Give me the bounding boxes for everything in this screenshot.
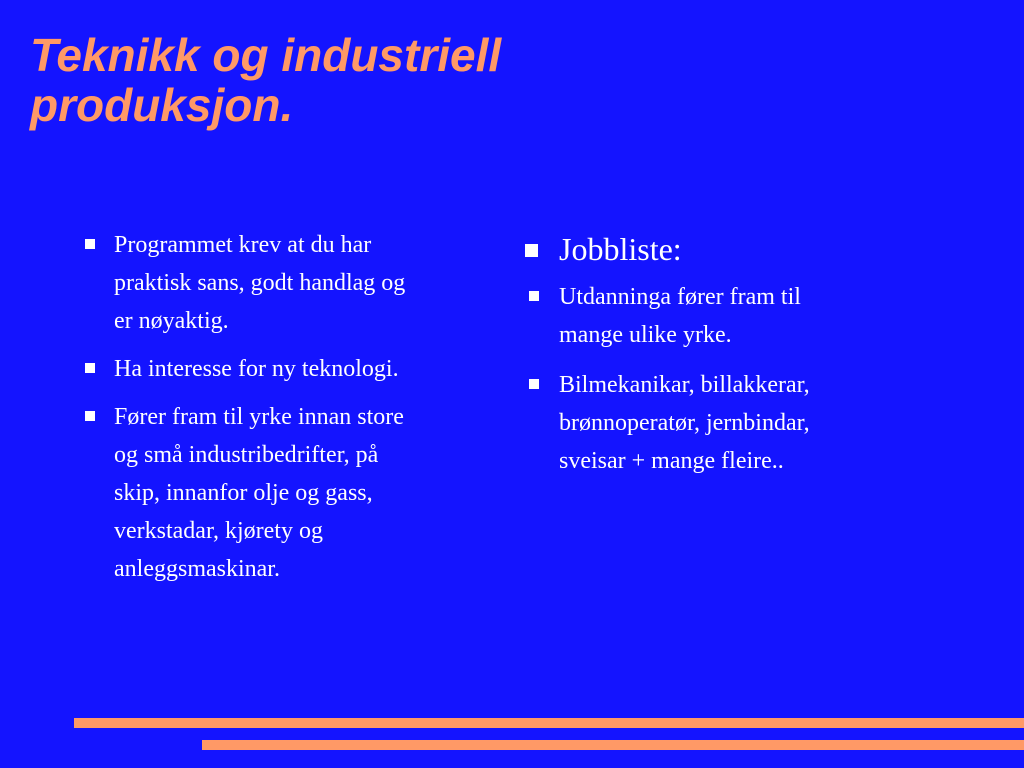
left-item-3-line-3: skip, innanfor olje og gass,: [114, 480, 373, 506]
left-item-3-line-4: verkstadar, kjørety og: [114, 518, 323, 544]
right-item-2-line-3: sveisar + mange fleire..: [559, 448, 784, 474]
left-item-1-line-2: praktisk sans, godt handlag og: [114, 270, 406, 296]
right-item-2-line-1: Bilmekanikar, billakkerar,: [559, 372, 810, 398]
right-item-1-line-1: Utdanninga fører fram til: [559, 284, 801, 310]
decorative-bar-top: [74, 718, 1024, 728]
square-bullet-icon: [529, 291, 539, 301]
decorative-bar-bottom: [202, 740, 1024, 750]
right-item-1-line-2: mange ulike yrke.: [559, 322, 732, 348]
title-line-2: produksjon.: [30, 79, 294, 131]
square-bullet-icon: [85, 239, 95, 249]
right-list-item: [522, 278, 922, 354]
right-list-item: [522, 366, 922, 480]
jobbliste-heading: Jobbliste:: [559, 231, 682, 267]
square-bullet-icon: [85, 363, 95, 373]
left-item-2-line-1: Ha interesse for ny teknologi.: [114, 356, 399, 382]
square-bullet-icon: [529, 379, 539, 389]
left-item-3-line-1: Fører fram til yrke innan store: [114, 404, 404, 430]
left-item-3-line-2: og små industribedrifter, på: [114, 442, 379, 468]
square-bullet-icon: [85, 411, 95, 421]
left-list-item: [78, 350, 503, 388]
left-list-item: [78, 226, 503, 340]
title-line-1: Teknikk og industriell: [30, 29, 502, 81]
left-item-1-line-3: er nøyaktig.: [114, 308, 229, 334]
left-item-1-line-1: Programmet krev at du har: [114, 232, 372, 258]
right-list-heading: [522, 226, 922, 272]
right-item-2-line-2: brønnoperatør, jernbindar,: [559, 410, 810, 436]
slide-title: [30, 30, 730, 130]
right-bullet-list: [522, 226, 922, 480]
square-bullet-icon: [525, 244, 538, 257]
left-item-3-line-5: anleggsmaskinar.: [114, 556, 280, 582]
left-bullet-list: [78, 226, 503, 588]
left-list-item: [78, 398, 503, 588]
